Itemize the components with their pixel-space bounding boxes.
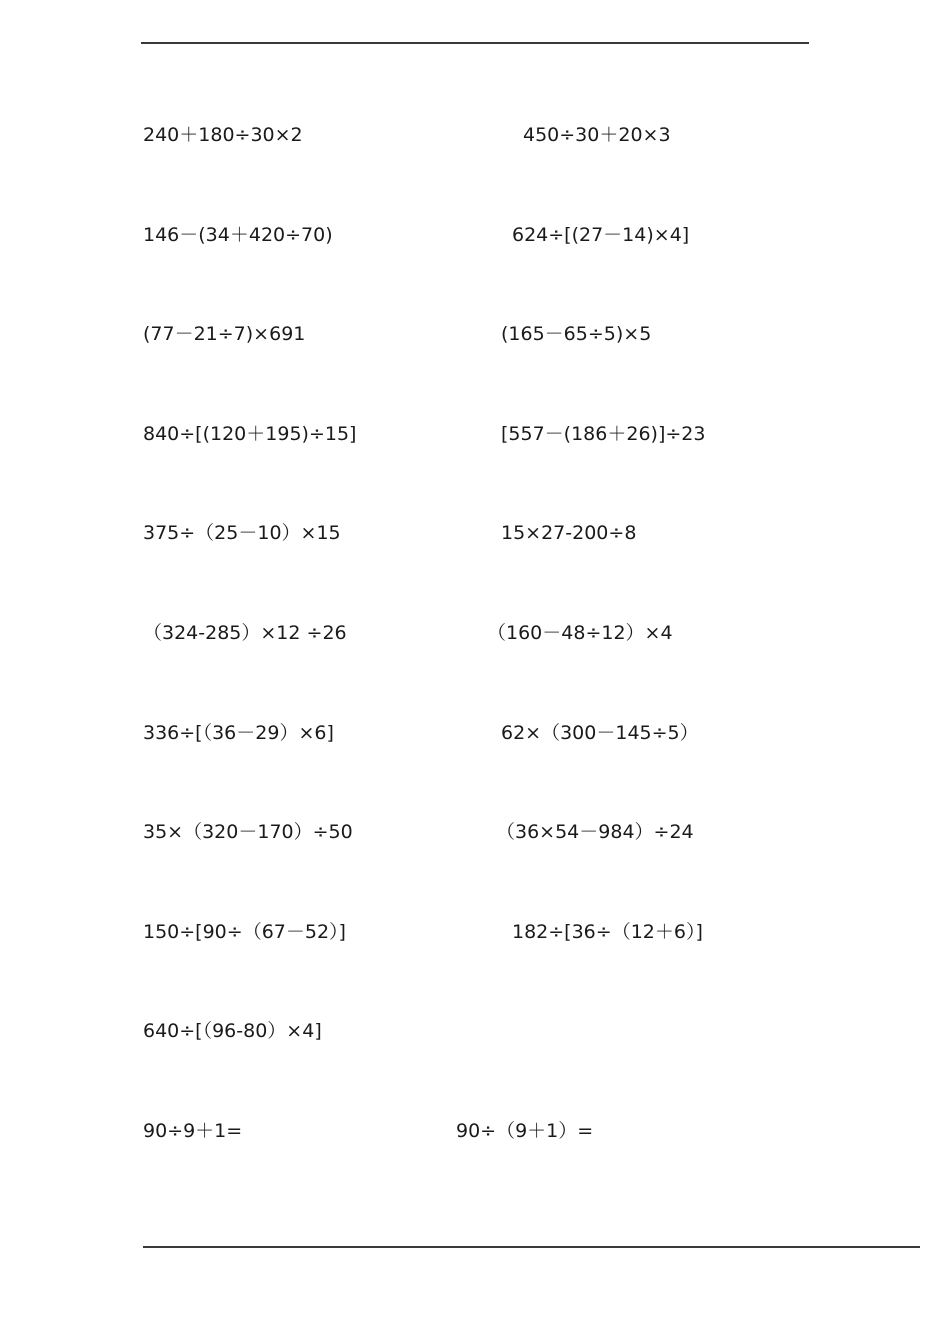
problem-4-right: [557－(186＋26)]÷23	[501, 423, 706, 445]
final-row-right: 90÷（9＋1）=	[456, 1120, 594, 1142]
problem-3-left: (77－21÷7)×691	[143, 323, 306, 345]
problem-1-left: 240＋180÷30×2	[143, 124, 303, 146]
problem-2-right: 624÷[(27－14)×4]	[512, 224, 690, 246]
problem-2-left: 146－(34＋420÷70)	[143, 224, 333, 246]
problem-9-left: 150÷[90÷（67－52）]	[143, 921, 346, 943]
problem-7-left: 336÷[（36－29）×6]	[143, 722, 334, 744]
problem-3-right: (165－65÷5)×5	[501, 323, 652, 345]
problem-6-right: （160－48÷12）×4	[487, 622, 673, 644]
problem-6-left: （324-285）×12 ÷26	[143, 622, 347, 644]
problem-5-left: 375÷（25－10）×15	[143, 522, 341, 544]
problem-8-right: （36×54－984）÷24	[496, 821, 694, 843]
problem-1-right: 450÷30＋20×3	[523, 124, 671, 146]
problem-9-right: 182÷[36÷（12＋6）]	[512, 921, 703, 943]
problem-7-right: 62×（300－145÷5）	[501, 722, 699, 744]
problem-10-left: 640÷[（96-80）×4]	[143, 1020, 322, 1042]
bottom-rule	[143, 1246, 920, 1248]
problem-4-left: 840÷[(120＋195)÷15]	[143, 423, 357, 445]
problem-5-right: 15×27-200÷8	[501, 522, 637, 544]
final-row-left: 90÷9＋1=	[143, 1120, 243, 1142]
problem-8-left: 35×（320－170）÷50	[143, 821, 353, 843]
top-rule	[141, 42, 809, 44]
